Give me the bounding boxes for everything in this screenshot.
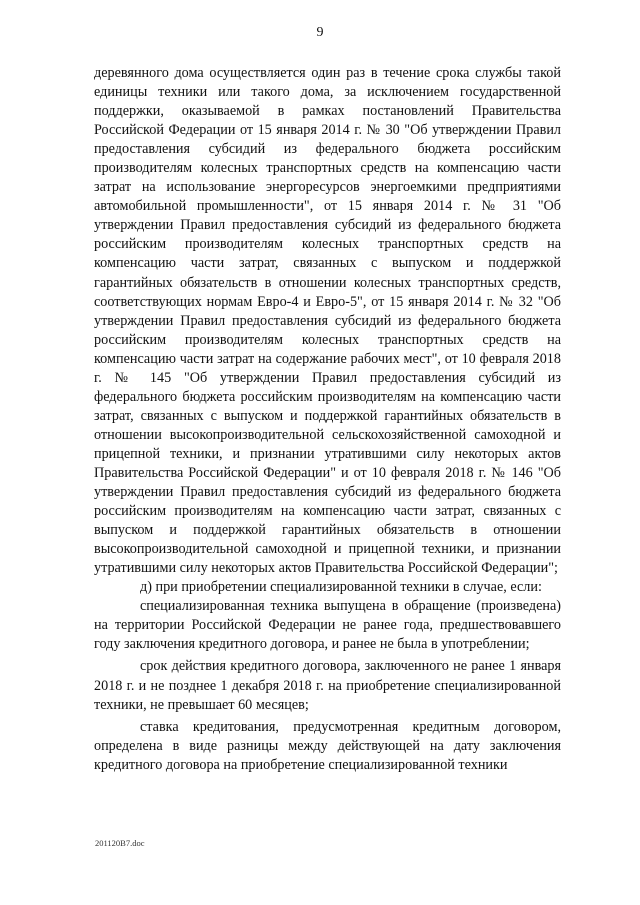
paragraph-item-d: д) при приобретении специализированной техники в случае, если: — [140, 579, 542, 596]
document-body — [94, 64, 561, 775]
paragraph-condition-production: специализированная техника выпущена в обращение (произведена) на территории Российской Федерации не ранее года, предшествовавшего году заключения кредитного договора, и ранее не была в употреблении; — [94, 598, 561, 653]
footer-file-code: 201120В7.doc — [95, 838, 145, 848]
paragraph-legal-references: деревянного дома осуществляется один раз в течение срока службы такой единицы техники или такого дома, за исключением государственной поддержки, оказываемой в рамках постановлений Правительства Российской Федерации от 15 января 2014 г. № 30 "Об утверждении Правил предоставления субсидий из федерального бюджета российским производителям колесных транспортных средств на компенсацию части затрат на использование энергоресурсов энергоемкими предприятиями автомобильной промышленности", от 15 января 2014 г. № 31 "Об утверждении Правил предоставления субсидий из федерального бюджета российским производителям колесных транспортных средств на компенсацию части затрат, связанных с выпуском и поддержкой гарантийных обязательств в отношении колесных транспортных средств, соответствующих нормам Евро-4 и Евро-5", от 15 января 2014 г. № 32 "Об утверждении Правил предоставления субсидий из федерального бюджета российским производителям колесных транспортных средств на компенсацию части затрат на содержание рабочих мест", от 10 февраля 2018 г. № 145 "Об утверждении Правил предоставления субсидий из федерального бюджета российским производителям на компенсацию части затрат, связанных с выпуском и поддержкой гарантийных обязательств в отношении высокопроизводительной сельскохозяйственной самоходной и прицепной техники, и признании утратившими силу некоторых актов Правительства Российской Федерации" и от 10 февраля 2018 г. № 146 "Об утверждении Правил предоставления субсидий из федерального бюджета российским производителям на компенсацию части затрат, связанных с выпуском и поддержкой гарантийных обязательств в отношении высокопроизводительной самоходной и прицепной техники, и признании утратившими силу некоторых актов Правительства Российской Федерации"; — [94, 65, 561, 577]
paragraph-condition-rate: ставка кредитования, предусмотренная кредитным договором, определена в виде разницы между действующей на дату заключения кредитного договора на приобретение специализированной техники — [94, 718, 561, 773]
page-number: 9 — [316, 25, 324, 40]
paragraph-condition-term: срок действия кредитного договора, заключенного не ранее 1 января 2018 г. и не позднее 1 декабря 2018 г. на приобретение специализированной техники, не превышает 60 месяцев; — [94, 658, 561, 713]
